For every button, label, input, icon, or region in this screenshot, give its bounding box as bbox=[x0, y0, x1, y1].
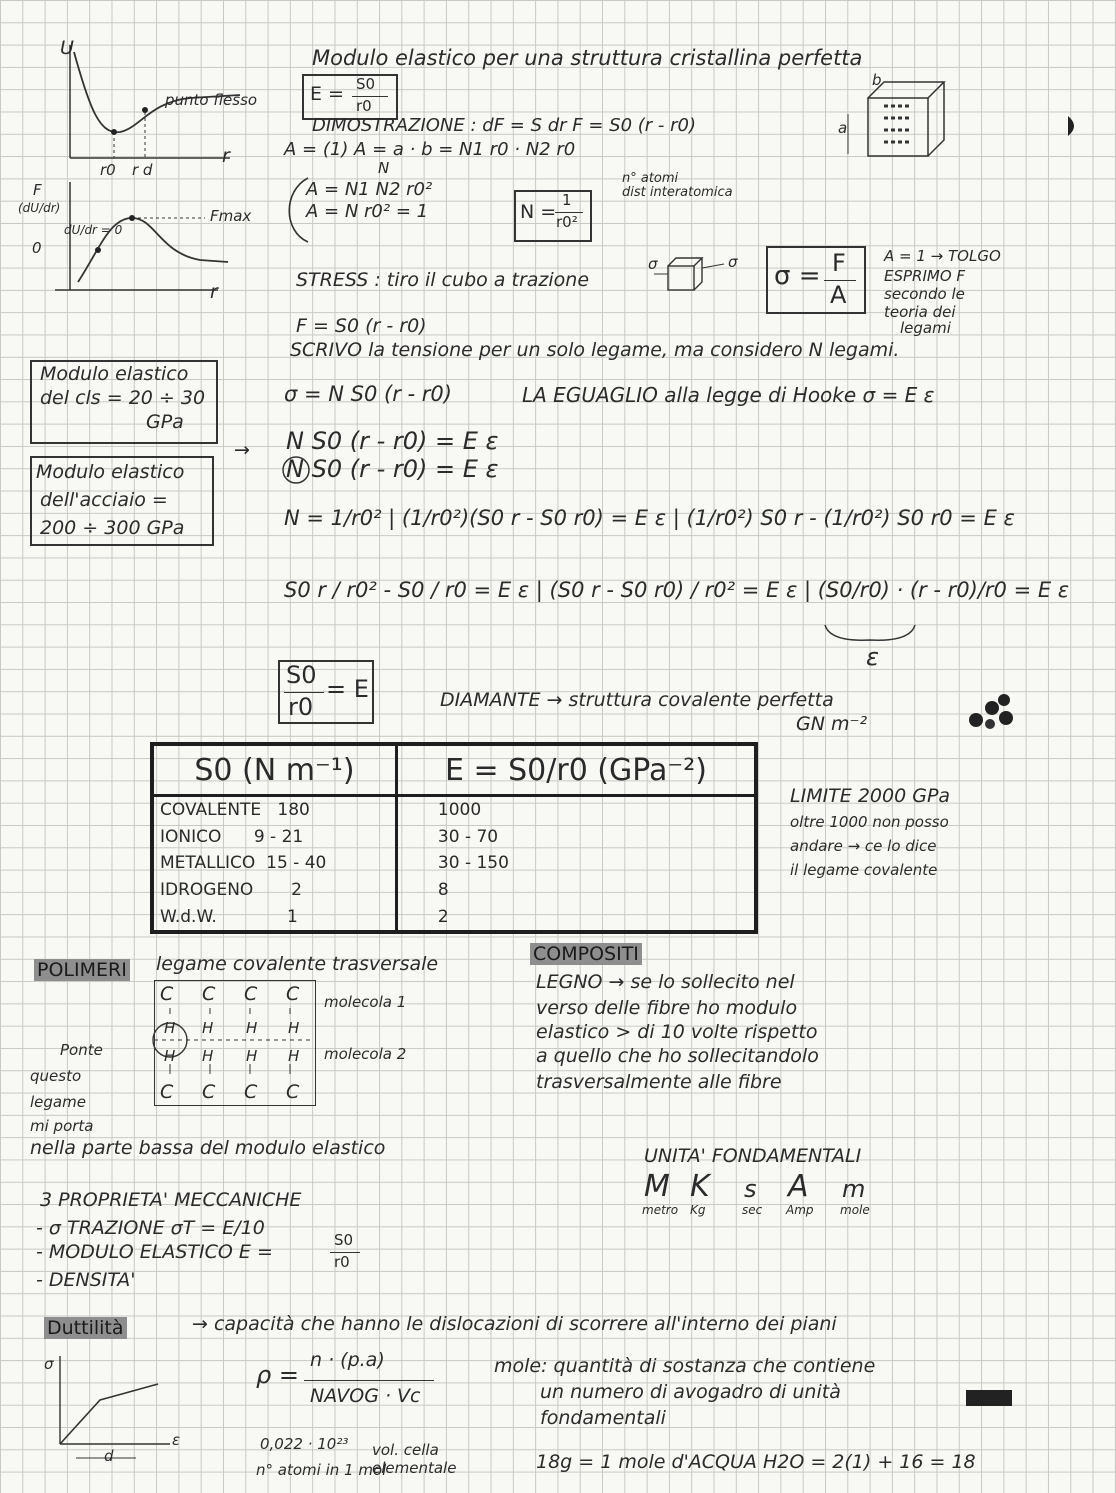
stress-sigma-left: σ bbox=[648, 255, 658, 273]
polymer-h: H bbox=[164, 1019, 176, 1037]
unit-name: metro bbox=[642, 1203, 679, 1217]
demo-note2: dist interatomica bbox=[622, 185, 733, 200]
molecola-2: molecola 2 bbox=[324, 1045, 407, 1063]
density-v3: n° atomi in 1 mol bbox=[256, 1461, 387, 1479]
demo-line4: A = N r0² = 1 bbox=[306, 201, 429, 222]
density-lhs: ρ = bbox=[256, 1361, 299, 1389]
polymer-c: C bbox=[286, 983, 300, 1005]
side-arrow: → bbox=[234, 439, 250, 461]
result-num: S0 bbox=[286, 661, 317, 689]
stress-note1: A = 1 → TOLGO bbox=[884, 247, 1001, 265]
compositi-l5: trasversalmente alle fibre bbox=[536, 1071, 782, 1093]
graph2-y-label: F bbox=[33, 181, 42, 199]
polimeri-title bbox=[34, 960, 130, 982]
demo-line2: A = (1) A = a · b = N1 r0 · N2 r0 bbox=[284, 139, 576, 160]
table-row bbox=[152, 824, 756, 851]
diamante-line: DIAMANTE → struttura covalente perfetta bbox=[440, 689, 834, 711]
bond-type: METALLICO bbox=[160, 853, 256, 874]
ponte-l4: mi porta bbox=[30, 1117, 94, 1135]
polymer-c: C bbox=[286, 1081, 300, 1103]
polymer-c: C bbox=[244, 983, 258, 1005]
side-box1-l3: GPa bbox=[146, 411, 184, 433]
bond-type: W.d.W. bbox=[160, 906, 217, 927]
stress-eq-den: A bbox=[830, 281, 847, 309]
table-row bbox=[152, 903, 756, 932]
margin-mark bbox=[1064, 114, 1084, 138]
crystal-cube-drawing bbox=[846, 71, 956, 164]
n-circle bbox=[282, 456, 312, 486]
scrivo-line: SCRIVO la tensione per un solo legame, ma considero N legami. bbox=[290, 339, 900, 361]
mole-l2: un numero di avogadro di unità bbox=[540, 1381, 841, 1403]
force-equation: F = S0 (r - r0) bbox=[296, 315, 427, 337]
density-num: n · (p.a) bbox=[310, 1349, 385, 1371]
table-cell-s0 bbox=[152, 824, 396, 851]
side-box1-l2: del cls = 20 ÷ 30 bbox=[40, 387, 206, 409]
graph2-x-label: r bbox=[210, 281, 218, 303]
unit-symbol: M bbox=[644, 1169, 670, 1204]
sigma-equation: σ = N S0 (r - r0) bbox=[284, 382, 452, 406]
density-fraction-bar bbox=[304, 1380, 434, 1381]
table-cell-s0 bbox=[152, 796, 396, 824]
demo-note1: n° atomi bbox=[622, 171, 679, 186]
graph3-y-label: σ bbox=[44, 1355, 54, 1373]
stress-strain-graph bbox=[40, 1352, 180, 1462]
mole-l3: fondamentali bbox=[540, 1407, 666, 1429]
proprieta-l2-den: r0 bbox=[334, 1253, 350, 1271]
stress-note2: ESPRIMO F bbox=[884, 267, 966, 285]
duttilita-title bbox=[44, 1318, 127, 1340]
e-value: 1000 bbox=[437, 800, 482, 821]
graph2-annot: dU/dr = 0 bbox=[64, 223, 123, 237]
polimeri-highlight: POLIMERI bbox=[34, 959, 130, 981]
polymer-h: H bbox=[288, 1047, 300, 1065]
side-box2-l3: 200 ÷ 300 GPa bbox=[40, 517, 185, 539]
graph1-x-label: r bbox=[222, 145, 230, 167]
equation-3: N = 1/r0² | (1/r0²)(S0 r - S0 r0) = E ε | (1/r0²) S0 r - (1/r0²) S0 r0 = E ε bbox=[284, 506, 1015, 530]
molecola-1: molecola 1 bbox=[324, 993, 407, 1011]
graph2-fmax: Fmax bbox=[210, 207, 252, 225]
page-title: Modulo elastico per una struttura cristallina perfetta bbox=[312, 46, 863, 70]
eq-main-den: r0 bbox=[356, 97, 372, 115]
unit-symbol: s bbox=[744, 1175, 757, 1203]
polymer-c: C bbox=[202, 983, 216, 1005]
mole-l4: 18g = 1 mole d'ACQUA H2O = 2(1) + 16 = 18 bbox=[536, 1451, 976, 1473]
compositi-l2: verso delle fibre ho modulo bbox=[536, 997, 798, 1019]
proprieta-l2-num: S0 bbox=[334, 1231, 354, 1249]
equation-4: S0 r / r0² - S0 / r0 = E ε | (S0 r - S0 r0) / r0² = E ε | (S0/r0) · (r - r0)/r0 = E ε bbox=[284, 578, 1070, 602]
e-value: 30 - 150 bbox=[437, 853, 509, 874]
table-row bbox=[152, 877, 756, 904]
e-value: 2 bbox=[437, 906, 449, 927]
stress-cube bbox=[654, 254, 734, 294]
unit-name: sec bbox=[742, 1203, 763, 1217]
graph1-tick-r0: r0 bbox=[100, 161, 116, 179]
stress-sigma-right: σ bbox=[728, 253, 738, 271]
gnm-unit: GN m⁻² bbox=[796, 713, 868, 735]
proprieta-l1: - σ TRAZIONE σT = E/10 bbox=[36, 1217, 265, 1239]
density-den: NAVOG · Vc bbox=[310, 1385, 421, 1407]
graph1-y-label: U bbox=[60, 37, 74, 59]
compositi-highlight: COMPOSITI bbox=[530, 943, 642, 965]
polymer-c: C bbox=[202, 1081, 216, 1103]
n-eq-den: r0² bbox=[556, 213, 578, 231]
limite-l2: oltre 1000 non posso bbox=[790, 813, 949, 831]
e-value: 30 - 70 bbox=[437, 826, 499, 847]
polymer-h: H bbox=[246, 1019, 258, 1037]
polimeri-legame: legame covalente trasversale bbox=[156, 953, 439, 975]
limite-l1: LIMITE 2000 GPa bbox=[790, 785, 951, 807]
s0-value: 1 bbox=[286, 906, 298, 927]
polymer-h: H bbox=[164, 1047, 176, 1065]
unit-symbol: K bbox=[690, 1169, 710, 1204]
graph1-tick-rd: r d bbox=[132, 161, 153, 179]
mole-l1: mole: quantità di sostanza che contiene bbox=[494, 1355, 876, 1377]
result-rhs: = E bbox=[326, 675, 369, 703]
unit-symbol: A bbox=[788, 1169, 809, 1204]
s0-value: 180 bbox=[277, 800, 310, 821]
cube-label-a: a bbox=[838, 119, 848, 137]
equation-2: N S0 (r - r0) = E ε bbox=[286, 455, 499, 483]
proprieta-l3: - DENSITA' bbox=[36, 1269, 136, 1291]
limite-l4: il legame covalente bbox=[790, 861, 938, 879]
s0-value: 15 - 40 bbox=[266, 853, 327, 874]
stress-note3: secondo le bbox=[884, 285, 965, 303]
polymer-h: H bbox=[288, 1019, 300, 1037]
cube-label-b: b bbox=[872, 71, 882, 89]
eq-main-lhs: E = bbox=[310, 83, 344, 105]
n-eq-lhs: N = bbox=[520, 201, 557, 223]
demo-n-label: N bbox=[378, 159, 390, 177]
equation-1: N S0 (r - r0) = E ε bbox=[286, 427, 499, 455]
stress-line: STRESS : tiro il cubo a trazione bbox=[296, 269, 590, 291]
eq-main-num: S0 bbox=[356, 75, 376, 93]
table-header-s0: S0 (N m⁻¹) bbox=[152, 744, 396, 796]
compositi-title bbox=[530, 944, 642, 966]
polymer-c: C bbox=[160, 1081, 174, 1103]
stress-eq-num: F bbox=[832, 249, 846, 277]
polymer-h: H bbox=[202, 1047, 214, 1065]
graph3-tick: d bbox=[104, 1447, 114, 1465]
graph1-note: punto flesso bbox=[165, 91, 258, 109]
graph2-y-label2: (dU/dr) bbox=[18, 201, 61, 215]
compositi-l1: LEGNO → se lo sollecito nel bbox=[536, 971, 795, 993]
polymer-h: H bbox=[202, 1019, 214, 1037]
side-box2-l2: dell'acciaio = bbox=[40, 489, 168, 511]
table-row bbox=[152, 796, 756, 824]
demo-line3: A = N1 N2 r0² bbox=[306, 179, 433, 200]
s0-value: 9 - 21 bbox=[253, 826, 304, 847]
compositi-l4: a quello che ho sollecitandolo bbox=[536, 1045, 819, 1067]
stress-eq-lhs: σ = bbox=[774, 261, 821, 291]
unit-name: Amp bbox=[786, 1203, 814, 1217]
unit-symbol: m bbox=[842, 1175, 866, 1203]
density-v2: vol. cella bbox=[372, 1441, 439, 1459]
density-v4: elementale bbox=[372, 1459, 457, 1477]
table-cell-s0 bbox=[152, 903, 396, 932]
compositi-l3: elastico > di 10 volte rispetto bbox=[536, 1021, 818, 1043]
table-cell-s0 bbox=[152, 850, 396, 877]
unita-title: UNITA' FONDAMENTALI bbox=[644, 1145, 862, 1167]
stress-note5: legami bbox=[900, 319, 951, 337]
limite-l3: andare → ce lo dice bbox=[790, 837, 937, 855]
bond-type: IDROGENO bbox=[160, 880, 254, 901]
duttilita-text: → capacità che hanno le dislocazioni di scorrere all'interno dei piani bbox=[192, 1313, 837, 1335]
ponte-l1: Ponte bbox=[60, 1041, 103, 1059]
force-graph bbox=[50, 178, 250, 298]
stress-note4: teoria dei bbox=[884, 303, 956, 321]
bond-type: IONICO bbox=[160, 826, 222, 847]
polymer-h: H bbox=[246, 1047, 258, 1065]
ponte-l2: questo bbox=[30, 1067, 82, 1085]
proprieta-title: 3 PROPRIETA' MECCANICHE bbox=[40, 1189, 302, 1211]
proprieta-l2: - MODULO ELASTICO E = bbox=[36, 1241, 273, 1263]
result-den: r0 bbox=[288, 693, 314, 721]
duttilita-highlight: Duttilità bbox=[44, 1317, 127, 1339]
side-box2-l1: Modulo elastico bbox=[36, 461, 185, 483]
polimeri-bassa: nella parte bassa del modulo elastico bbox=[30, 1137, 386, 1159]
bond-type: COVALENTE bbox=[160, 800, 262, 821]
table-cell-s0 bbox=[152, 877, 396, 904]
unit-name: mole bbox=[840, 1203, 870, 1217]
unit-name: Kg bbox=[690, 1203, 706, 1217]
e-value: 8 bbox=[437, 880, 449, 901]
density-v1: 0,022 · 10²³ bbox=[260, 1435, 349, 1453]
side-box1-l1: Modulo elastico bbox=[40, 363, 189, 385]
eguaglio-line: LA EGUAGLIO alla legge di Hooke σ = E ε bbox=[522, 383, 935, 407]
graph2-origin: 0 bbox=[32, 239, 42, 257]
equation-4-epsilon: ε bbox=[866, 643, 879, 671]
redaction-block bbox=[966, 1390, 1012, 1406]
graph3-x-label: ε bbox=[172, 1431, 181, 1449]
s0-value: 2 bbox=[291, 880, 302, 901]
demo-line1: DIMOSTRAZIONE : dF = S dr F = S0 (r - r0) bbox=[312, 115, 696, 136]
diamond-atoms bbox=[964, 692, 1024, 732]
polymer-c: C bbox=[244, 1081, 258, 1103]
bond-properties-table bbox=[150, 742, 758, 934]
table-header-e: E = S0/r0 (GPa⁻²) bbox=[396, 744, 756, 796]
n-eq-num: 1 bbox=[562, 191, 572, 209]
table-row bbox=[152, 850, 756, 877]
ponte-l3: legame bbox=[30, 1093, 86, 1111]
polymer-c: C bbox=[160, 983, 174, 1005]
